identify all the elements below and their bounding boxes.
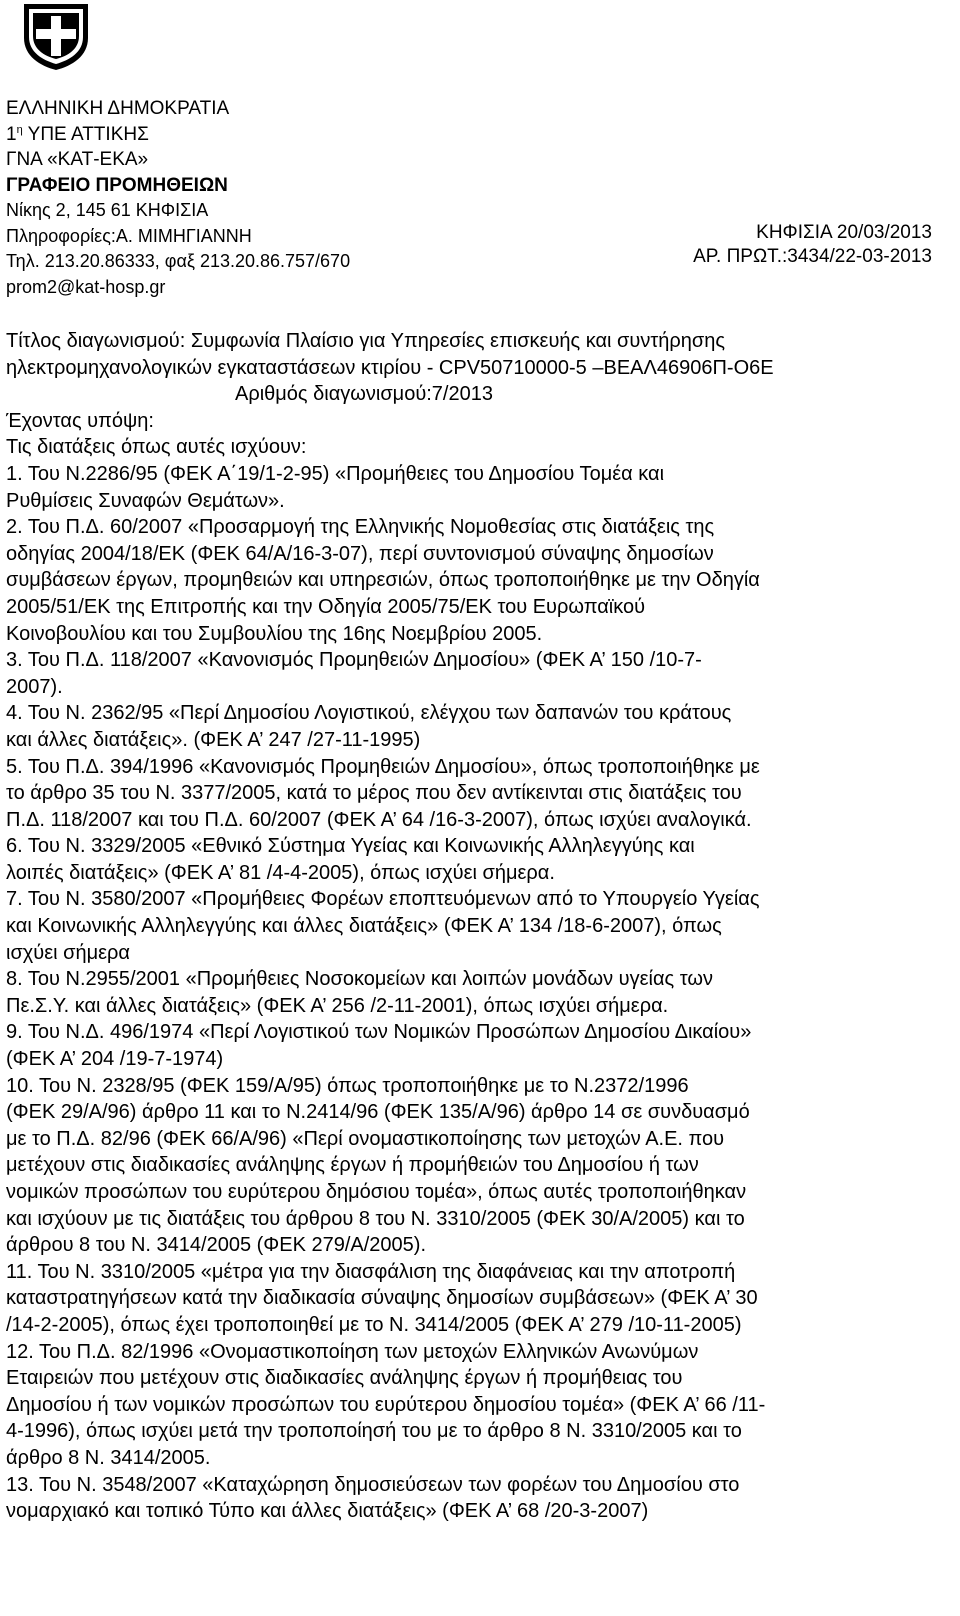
body-line: 8. Του Ν.2955/2001 «Προμήθειες Νοσοκομείων και λοιπών μονάδων υγείας των — [6, 968, 713, 991]
body-line: (ΦΕΚ Α’ 204 /19-7-1974) — [6, 1048, 224, 1071]
body-line: Αριθμός διαγωνισμού:7/2013 — [235, 383, 493, 406]
body-line: 4. Του Ν. 2362/95 «Περί Δημοσίου Λογιστικού, ελέγχου των δαπανών του κράτους — [6, 702, 732, 725]
date-protocol-block — [693, 221, 932, 269]
body-line: και Κοινωνικής Αλληλεγγύης και άλλες διατάξεις» (ΦΕΚ Α’ 134 /18-6-2007), όπως — [6, 915, 722, 938]
ype-line — [6, 122, 350, 148]
body-line: Τίτλος διαγωνισμού: Συμφωνία Πλαίσιο για Υπηρεσίες επισκευής και συντήρησης — [6, 330, 725, 352]
body-line: καταστρατηγήσεων κατά την διαδικασία σύναψης δημοσίων συμβάσεων» (ΦΕΚ Α’ 30 — [6, 1287, 758, 1310]
body-line: Τις διατάξεις όπως αυτές ισχύουν: — [6, 436, 307, 459]
body-line: ηλεκτρομηχανολογικών εγκαταστάσεων κτιρίου - CPV50710000-5 –ΒΕΑΛ46906Π-Ο6Ε — [6, 356, 774, 379]
ype-superscript: η — [16, 123, 23, 136]
body-line: 2005/51/ΕΚ της Επιτροπής και την Οδηγία 2005/75/ΕΚ του Ευρωπαϊκού — [6, 595, 646, 618]
body-line: άρθρου 8 του Ν. 3414/2005 (ΦΕΚ 279/Α/2005). — [6, 1234, 427, 1257]
body-line: με το Π.Δ. 82/96 (ΦΕΚ 66/Α/96) «Περί ονομαστικοποίησης των μετοχών Α.Ε. που — [6, 1127, 725, 1150]
body-line: άρθρο 8 Ν. 3414/2005. — [6, 1446, 211, 1469]
address-line: Νίκης 2, 145 61 ΚΗΦΙΣΙΑ — [6, 200, 209, 220]
email-line: prom2@kat-hosp.gr — [6, 276, 166, 297]
body-line: Έχοντας υπόψη: — [6, 409, 154, 432]
body-line: 6. Του Ν. 3329/2005 «Εθνικό Σύστημα Υγείας και Κοινωνικής Αλληλεγγύης και — [6, 835, 695, 858]
body-line: μετέχουν στις διαδικασίες ανάληψης έργων ή προμήθειών του Δημοσίου ή των — [6, 1154, 699, 1177]
body-line: 9. Του Ν.Δ. 496/1974 «Περί Λογιστικού των Νομικών Προσώπων Δημοσίου Δικαίου» — [6, 1021, 752, 1044]
body-line: ισχύει σήμερα — [6, 941, 130, 964]
body-line: συμβάσεων έργων, προμηθειών και υπηρεσιών, όπως τροποποιήθηκε με την Οδηγία — [6, 569, 760, 592]
body-line: 3. Του Π.Δ. 118/2007 «Κανονισμός Προμηθειών Δημοσίου» (ΦΕΚ Α’ 150 /10-7- — [6, 649, 702, 672]
body-line: Εταιρειών που μετέχουν στις διαδικασίες ανάληψης έργων ή προμήθειας του — [6, 1367, 683, 1390]
body-line: νομικών προσώπων του ευρύτερου δημόσιου τομέα», όπως αυτές τροποποιήθηκαν — [6, 1181, 747, 1203]
ype-number: 1 — [6, 123, 17, 145]
ype-name: ΥΠΕ ΑΤΤΙΚΗΣ — [27, 123, 149, 145]
body-line: το άρθρο 35 του Ν. 3377/2005, κατά το μέρος που δεν αντίκεινται στις διατάξεις του — [6, 782, 742, 805]
date-line: ΚΗΦΙΣΙΑ 20/03/2013 — [756, 222, 932, 243]
body-line: /14-2-2005), όπως έχει τροποποιηθεί με το Ν. 3414/2005 (ΦΕΚ Α’ 279 /10-11-2005) — [6, 1313, 742, 1336]
sender-organization — [6, 96, 350, 300]
document-body — [6, 328, 926, 1525]
body-line: (ΦΕΚ 29/Α/96) άρθρο 11 και το Ν.2414/96 (ΦΕΚ 135/Α/96) άρθρο 14 σε συνδυασμό — [6, 1101, 750, 1124]
body-line: 4-1996), όπως ισχύει μετά την τροποποίησή του με το άρθρο 8 Ν. 3310/2005 και το — [6, 1420, 742, 1443]
body-line: 11. Του Ν. 3310/2005 «μέτρα για την διασφάλιση της διαφάνειας και την αποτροπή — [6, 1260, 736, 1283]
body-line: 12. Του Π.Δ. 82/1996 «Ονομαστικοποίηση των μετοχών Ελληνικών Ανωνύμων — [6, 1340, 699, 1363]
body-line: Δημοσίου ή των νομικών προσώπων του ευρύτερου δημοσίου τομέα» (ΦΕΚ Α’ 66 /11- — [6, 1393, 766, 1416]
body-line: 10. Του Ν. 2328/95 (ΦΕΚ 159/Α/95) όπως τροποποιήθηκε με το Ν.2372/1996 — [6, 1074, 689, 1097]
body-line: 2007). — [6, 675, 63, 698]
greek-coat-of-arms-logo — [20, 0, 92, 72]
body-line: 13. Του Ν. 3548/2007 «Καταχώρηση δημοσιεύσεων των φορέων του Δημοσίου στο — [6, 1473, 740, 1496]
body-line: Κοινοβουλίου και του Συμβουλίου της 16ης Νοεμβρίου 2005. — [6, 622, 543, 645]
body-line: 7. Του Ν. 3580/2007 «Προμήθειες Φορέων εποπτευόμενων από το Υπουργείο Υγείας — [6, 888, 760, 911]
body-line: Πε.Σ.Υ. και άλλες διατάξεις» (ΦΕΚ Α’ 256 /2-11-2001), όπως ισχύει σήμερα. — [6, 994, 669, 1017]
body-line: 1. Του Ν.2286/95 (ΦΕΚ Α΄19/1-2-95) «Προμήθειες του Δημοσίου Τομέα και — [6, 462, 665, 485]
body-line: 2. Του Π.Δ. 60/2007 «Προσαρμογή της Ελληνικής Νομοθεσίας στις διατάξεις της — [6, 516, 715, 539]
country-line: ΕΛΛΗΝΙΚΗ ΔΗΜΟΚΡΑΤΙΑ — [6, 98, 230, 119]
body-line: Ρυθμίσεις Συναφών Θεμάτων». — [6, 489, 285, 512]
body-line: Π.Δ. 118/2007 και του Π.Δ. 60/2007 (ΦΕΚ Α’ 64 /16-3-2007), όπως ισχύει αναλογικά. — [6, 808, 752, 831]
phone-fax-line: Τηλ. 213.20.86333, φαξ 213.20.86.757/670 — [6, 251, 351, 271]
body-line: νομαρχιακό και τοπικό Τύπο και άλλες διατάξεις» (ΦΕΚ Α’ 68 /20-3-2007) — [6, 1500, 649, 1523]
department-line: ΓΡΑΦΕΙΟ ΠΡΟΜΗΘΕΙΩΝ — [6, 174, 228, 196]
contact-person-line: Πληροφορίες:Α. ΜΙΜΗΓΙΑΝΝΗ — [6, 225, 252, 246]
body-line: 5. Του Π.Δ. 394/1996 «Κανονισμός Προμηθειών Δημοσίου», όπως τροποποιήθηκε με — [6, 755, 760, 778]
body-line: λοιπές διατάξεις» (ΦΕΚ Α’ 81 /4-4-2005), όπως ισχύει σήμερα. — [6, 861, 555, 884]
body-line: οδηγίας 2004/18/ΕΚ (ΦΕΚ 64/Α/16-3-07), περί συντονισμού σύναψης δημοσίων — [6, 542, 714, 565]
protocol-number-line: ΑΡ. ΠΡΩΤ.:3434/22-03-2013 — [693, 246, 932, 267]
body-line: και άλλες διατάξεις». (ΦΕΚ Α’ 247 /27-11-1995) — [6, 728, 421, 751]
hospital-line: ΓΝΑ «ΚΑΤ-ΕΚΑ» — [6, 149, 149, 170]
body-line: και ισχύουν με τις διατάξεις του άρθρου 8 του Ν. 3310/2005 (ΦΕΚ 30/Α/2005) και το — [6, 1207, 745, 1230]
